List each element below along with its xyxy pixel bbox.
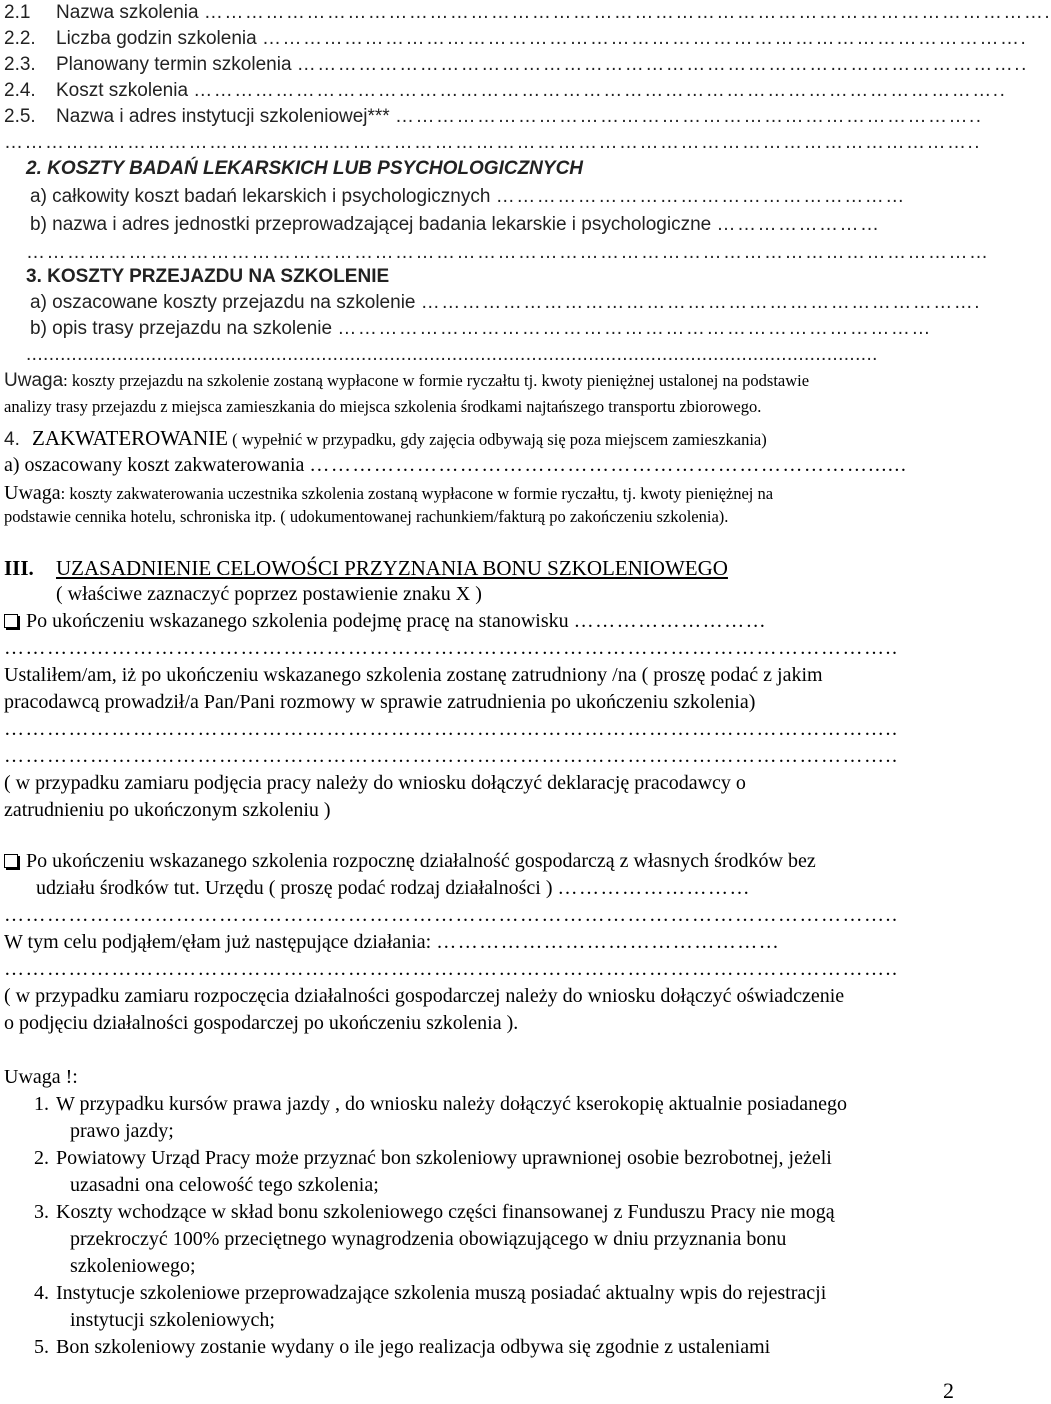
page-number: 2 bbox=[943, 1378, 954, 1403]
item-2-2: 2.2. Liczba godzin szkolenia …………………………………………………………………………………………………. bbox=[4, 28, 1028, 49]
dotted-line: …………………………………………………………………………………………………………….. bbox=[4, 904, 899, 926]
business-declaration-line-2: o podjęciu działalności gospodarczej po ukończeniu szkolenia ). bbox=[4, 1012, 519, 1034]
notes-title: Uwaga !: bbox=[4, 1066, 78, 1088]
note-item-1: 1. W przypadku kursów prawa jazdy , do wniosku należy dołączyć kserokopię aktualnie posiadanego bbox=[34, 1093, 848, 1115]
dotted-line: …………………………………………………………………………………………………………………………….. bbox=[4, 132, 982, 153]
note-item-4-cont: instytucji szkoleniowych; bbox=[70, 1309, 275, 1331]
employment-text-line-2: pracodawcą prowadził/a Pan/Pani rozmowy w sprawie zatrudnienia po ukończeniu szkolenia) bbox=[4, 691, 756, 713]
dotted-line: …………………………………………………………………………………………………………………………… bbox=[26, 242, 990, 263]
dotted-line: ...................................................................................................................................................... bbox=[26, 344, 878, 365]
employer-declaration-line-1: ( w przypadku zamiaru podjęcia pracy należy do wniosku dołączyć deklarację pracodawcy o bbox=[4, 772, 746, 794]
section-iii-heading: III. UZASADNIENIE CELOWOŚCI PRZYZNANIA BONU SZKOLENIOWEGO bbox=[4, 556, 728, 580]
note-item-4: 4. Instytucje szkoleniowe przeprowadzające szkolenia muszą posiadać aktualny wpis do rejestracji bbox=[34, 1282, 827, 1304]
item-2-4: 2.4. Koszt szkolenia ……………………………………………………………………………………………………….. bbox=[4, 80, 1007, 101]
note-item-1-cont: prawo jazdy; bbox=[70, 1120, 174, 1142]
actions-taken: W tym celu podjąłem/ęłam już następujące działania: ………………………………………… bbox=[4, 931, 781, 953]
section-4-a: a) oszacowany koszt zakwaterowania ……………………………………………………………………...... bbox=[4, 454, 908, 476]
checkbox-start-business[interactable] bbox=[4, 854, 18, 868]
option-start-business: Po ukończeniu wskazanego szkolenia rozpocznę działalność gospodarczą z własnych środków bez bbox=[4, 850, 956, 873]
note-item-3: 3. Koszty wchodzące w skład bonu szkoleniowego części finansowanej z Funduszu Pracy nie mogą bbox=[34, 1201, 835, 1223]
section-2-heading: 2. KOSZTY BADAŃ LEKARSKICH LUB PSYCHOLOGICZNYCH bbox=[26, 158, 584, 179]
section-3-b: b) opis trasy przejazdu na szkolenie …………………………………………………………………………… bbox=[30, 318, 932, 339]
section-3-note-line-2: analizy trasy przejazdu z miejsca zamieszkania do miejsca szkolenia środkami najtańszego transportu zbiorowego. bbox=[4, 397, 762, 416]
business-declaration-line-1: ( w przypadku zamiaru rozpoczęcia działalności gospodarczej należy do wniosku dołączyć oświadczenie bbox=[4, 985, 845, 1007]
checkbox-take-job[interactable] bbox=[4, 614, 18, 628]
item-2-3: 2.3. Planowany termin szkolenia …………………………………………………………………………………………….. bbox=[4, 54, 1028, 75]
item-2-5: 2.5. Nazwa i adres instytucji szkoleniowej*** ………………………………………………………………………….. bbox=[4, 106, 983, 127]
dotted-line: …………………………………………………………………………………………………………….. bbox=[4, 958, 899, 980]
section-2-b: b) nazwa i adres jednostki przeprowadzającej badania lekarskie i psychologiczne …………………… bbox=[30, 214, 881, 235]
dotted-line: …………………………………………………………………………………………………………….. bbox=[4, 637, 899, 659]
section-4-note-line-1: Uwaga: koszty zakwaterowania uczestnika szkolenia zostaną wypłacone w formie ryczałtu, tj. kwoty pieniężnej na bbox=[4, 482, 774, 504]
note-item-3-cont: przekroczyć 100% przeciętnego wynagrodzenia obowiązującego w dniu przyznania bonu bbox=[70, 1228, 787, 1250]
section-3-heading: 3. KOSZTY PRZEJAZDU NA SZKOLENIE bbox=[26, 266, 390, 287]
option-start-business-line-2: udziału środków tut. Urzędu ( proszę podać rodzaj działalności ) ……………………… bbox=[36, 877, 751, 899]
section-4-heading: 4. ZAKWATEROWANIE ( wypełnić w przypadku, gdy zajęcia odbywają się poza miejscem zamieszkania) bbox=[4, 426, 767, 450]
item-2-1: 2.1 Nazwa szkolenia ……………………………………………………………………………………………………………. bbox=[4, 2, 1051, 23]
option-take-job: Po ukończeniu wskazanego szkolenia podejmę pracę na stanowisku ……………………… bbox=[4, 610, 956, 633]
dotted-line: …………………………………………………………………………………………………………….. bbox=[4, 718, 899, 740]
employment-text-line-1: Ustaliłem/am, iż po ukończeniu wskazanego szkolenia zostanę zatrudniony /na ( proszę podać z jakim bbox=[4, 664, 823, 686]
section-2-a: a) całkowity koszt badań lekarskich i psychologicznych …………………………………………………… bbox=[30, 186, 906, 207]
employer-declaration-line-2: zatrudnieniu po ukończonym szkoleniu ) bbox=[4, 799, 331, 821]
dotted-line: …………………………………………………………………………………………………………….. bbox=[4, 745, 899, 767]
section-4-note-line-2: podstawie cennika hotelu, schroniska itp. ( udokumentowanej rachunkiem/fakturą po zakończeniu szkolenia). bbox=[4, 507, 729, 526]
section-3-note-line-1: Uwaga: koszty przejazdu na szkolenie zostaną wypłacone w formie ryczałtu tj. kwoty pieniężnej ustalonej na podstawie bbox=[4, 370, 810, 391]
note-item-2: 2. Powiatowy Urząd Pracy może przyznać bon szkoleniowy uprawnionej osobie bezrobotnej, jeżeli bbox=[34, 1147, 832, 1169]
section-3-a: a) oszacowane koszty przejazdu na szkolenie ………………………………………………………………………. bbox=[30, 292, 982, 313]
note-item-2-cont: uzasadni ona celowość tego szkolenia; bbox=[70, 1174, 379, 1196]
note-item-5: 5. Bon szkoleniowy zostanie wydany o ile jego realizacja odbywa się zgodnie z ustaleniami bbox=[34, 1336, 771, 1358]
section-iii-subheading: ( właściwe zaznaczyć poprzez postawienie znaku X ) bbox=[56, 583, 482, 605]
note-item-3-cont-2: szkoleniowego; bbox=[70, 1255, 196, 1277]
